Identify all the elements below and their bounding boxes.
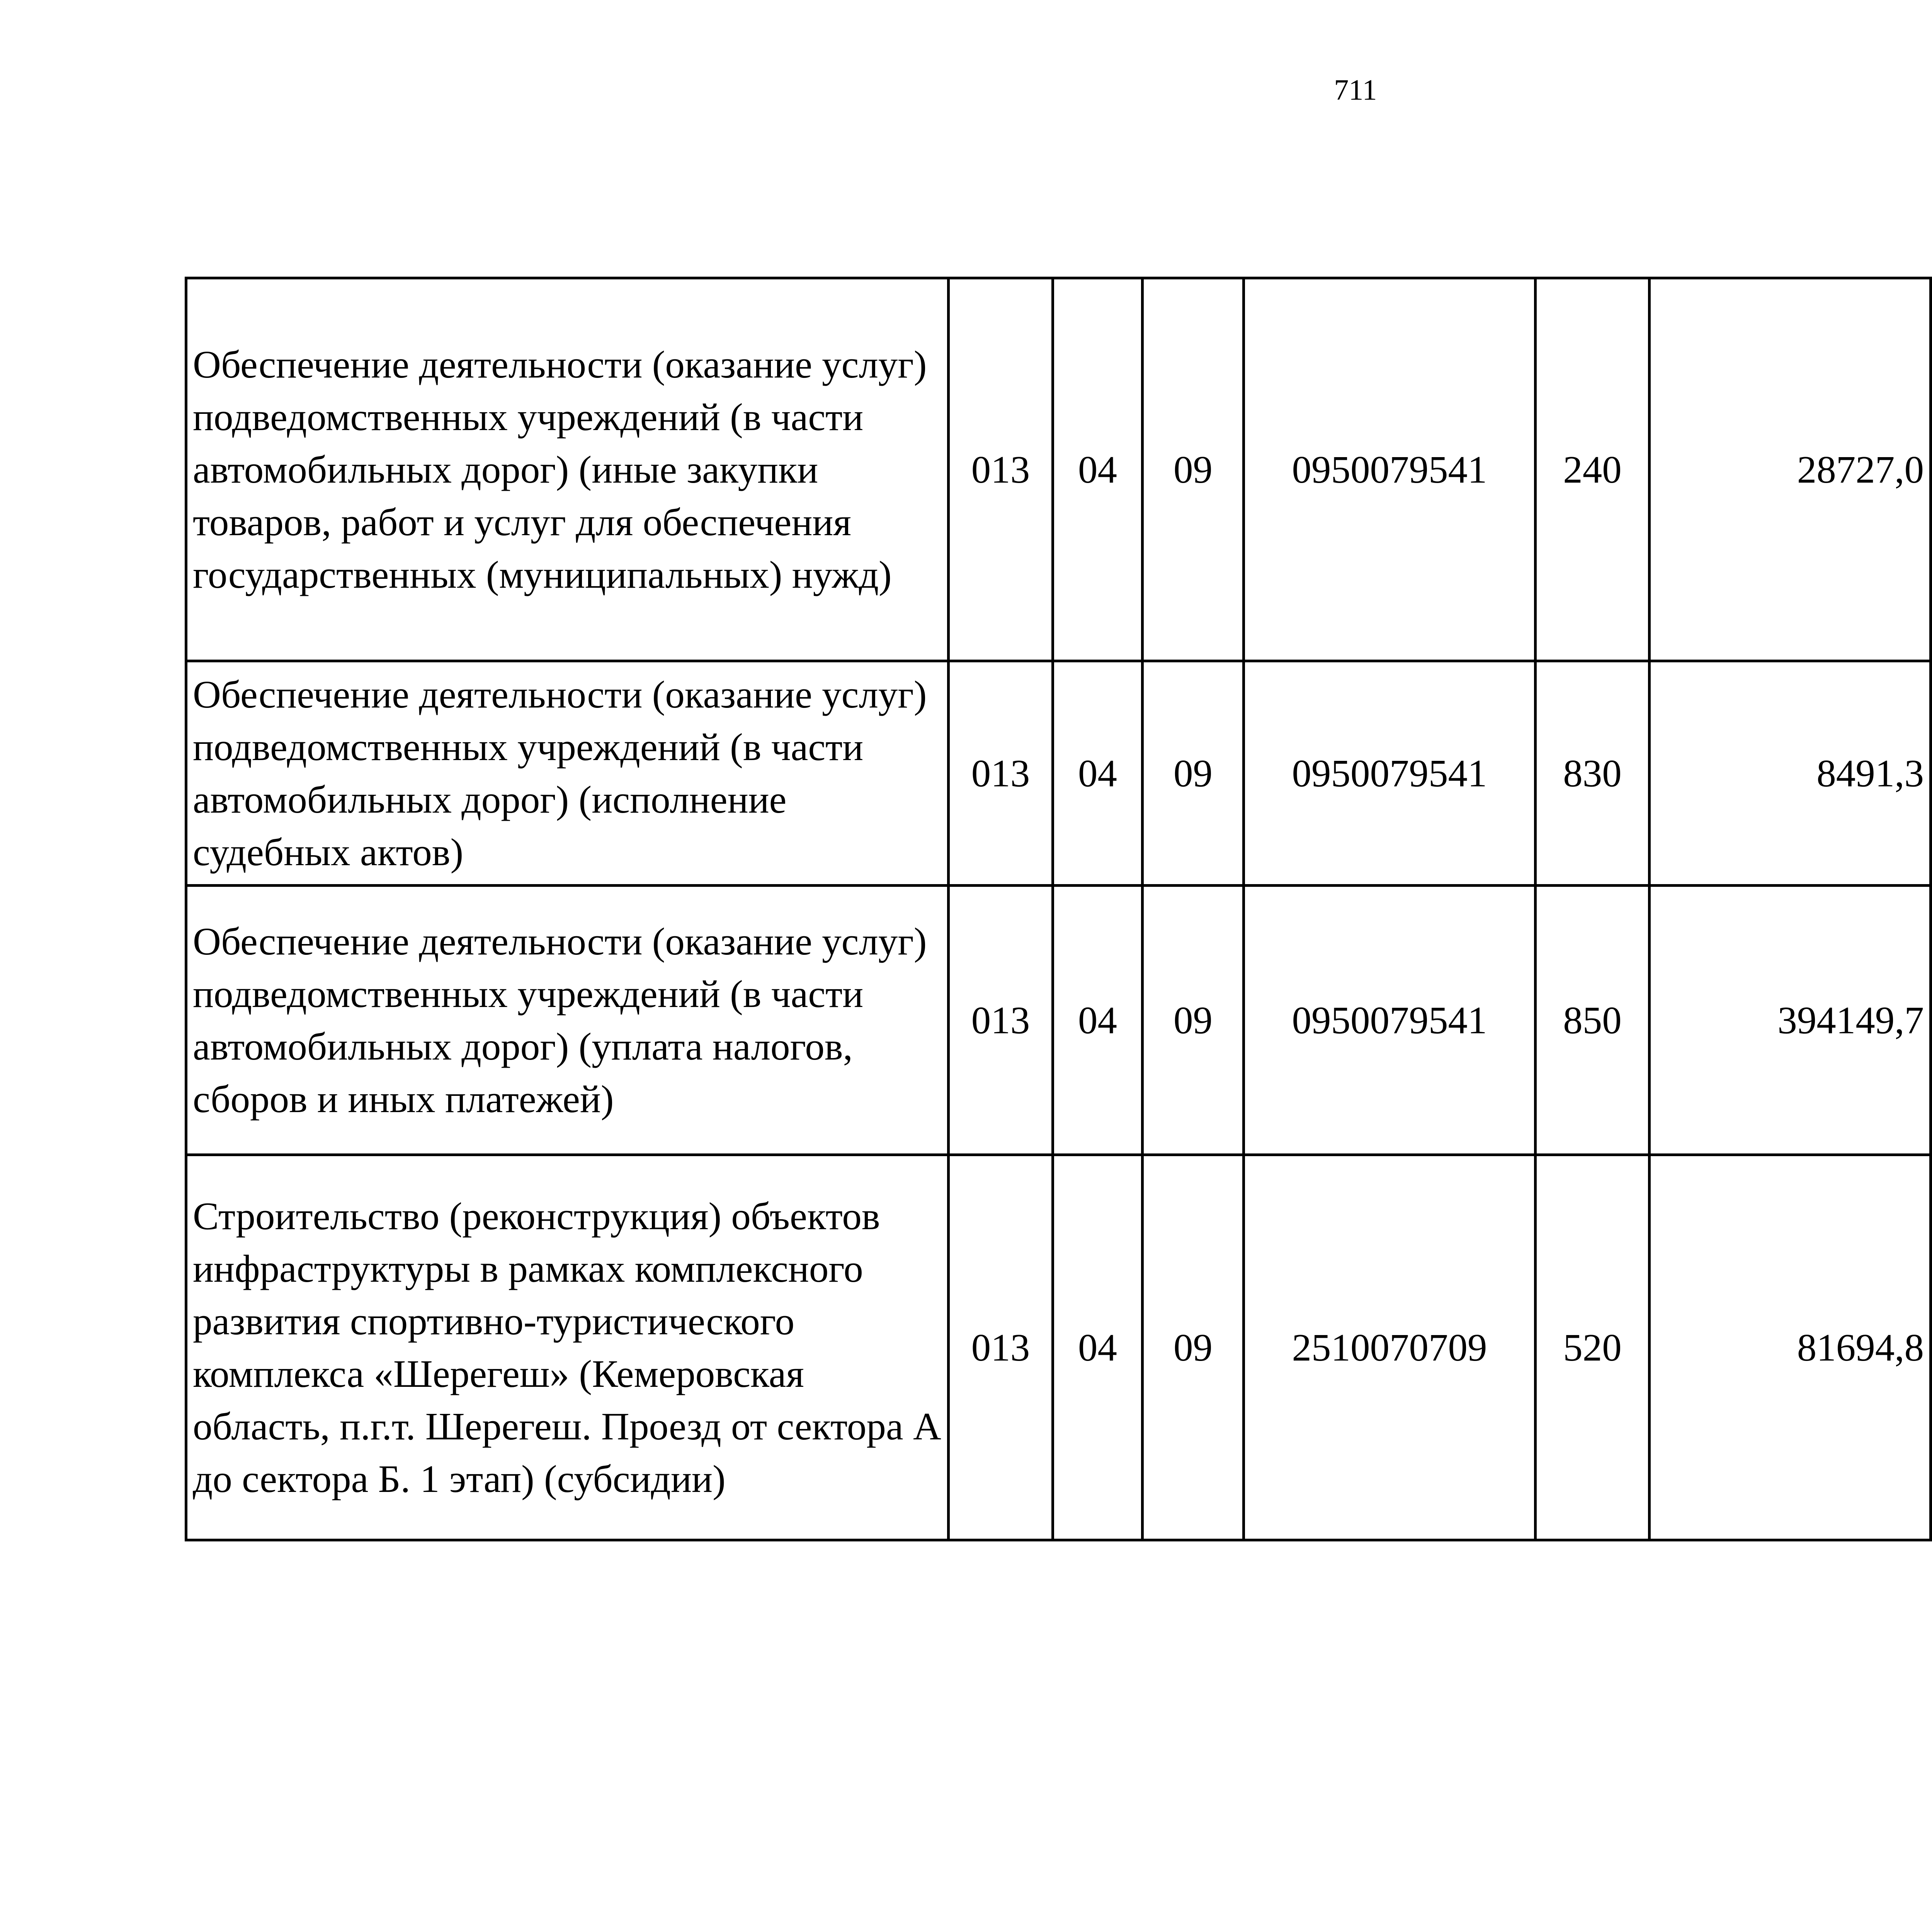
target-article-code: 0950079541 [1244, 886, 1536, 1155]
amount-year-1: 8491,3 [1650, 661, 1931, 886]
table-row [186, 661, 1932, 886]
ministry-code: 013 [949, 886, 1053, 1155]
amount-year-2 [1931, 886, 1932, 1155]
table-row [186, 1155, 1932, 1540]
table-row [186, 886, 1932, 1155]
table-row [186, 278, 1932, 661]
subsection-code: 09 [1143, 661, 1244, 886]
ministry-code: 013 [949, 661, 1053, 886]
page-number: 711 [1334, 74, 1377, 106]
row-description: Обеспечение деятельности (оказание услуг) подведомственных учреждений (в части автомобильных дорог) (иные закупки товаров, работ и услуг для обеспечения государственных (муниципальных) нужд) [186, 278, 949, 661]
amount-year-2 [1931, 661, 1932, 886]
ministry-code: 013 [949, 278, 1053, 661]
subsection-code: 09 [1143, 278, 1244, 661]
amount-year-2 [1931, 1155, 1932, 1540]
row-description: Обеспечение деятельности (оказание услуг) подведомственных учреждений (в части автомобильных дорог) (уплата налогов, сборов и иных платежей) [186, 886, 949, 1155]
section-code: 04 [1053, 278, 1143, 661]
amount-year-1: 394149,7 [1650, 886, 1931, 1155]
expense-type-code: 850 [1536, 886, 1650, 1155]
row-description: Обеспечение деятельности (оказание услуг) подведомственных учреждений (в части автомобильных дорог) (исполнение судебных актов) [186, 661, 949, 886]
section-code: 04 [1053, 661, 1143, 886]
expense-type-code: 830 [1536, 661, 1650, 886]
target-article-code: 0950079541 [1244, 661, 1536, 886]
section-code: 04 [1053, 1155, 1143, 1540]
target-article-code: 2510070709 [1244, 1155, 1536, 1540]
amount-year-1: 81694,8 [1650, 1155, 1931, 1540]
row-description: Строительство (реконструкция) объектов инфраструктуры в рамках комплексного развития спортивно-туристического комплекса «Шерегеш» (Кемеровская область, п.г.т. Шерегеш. Проезд от сектора А до сектора Б. 1 этап) (субсидии) [186, 1155, 949, 1540]
subsection-code: 09 [1143, 1155, 1244, 1540]
amount-year-1: 28727,0 [1650, 278, 1931, 661]
amount-year-2 [1931, 278, 1932, 661]
target-article-code: 0950079541 [1244, 278, 1536, 661]
section-code: 04 [1053, 886, 1143, 1155]
expense-type-code: 520 [1536, 1155, 1650, 1540]
subsection-code: 09 [1143, 886, 1244, 1155]
budget-table [185, 277, 1932, 1541]
ministry-code: 013 [949, 1155, 1053, 1540]
expense-type-code: 240 [1536, 278, 1650, 661]
